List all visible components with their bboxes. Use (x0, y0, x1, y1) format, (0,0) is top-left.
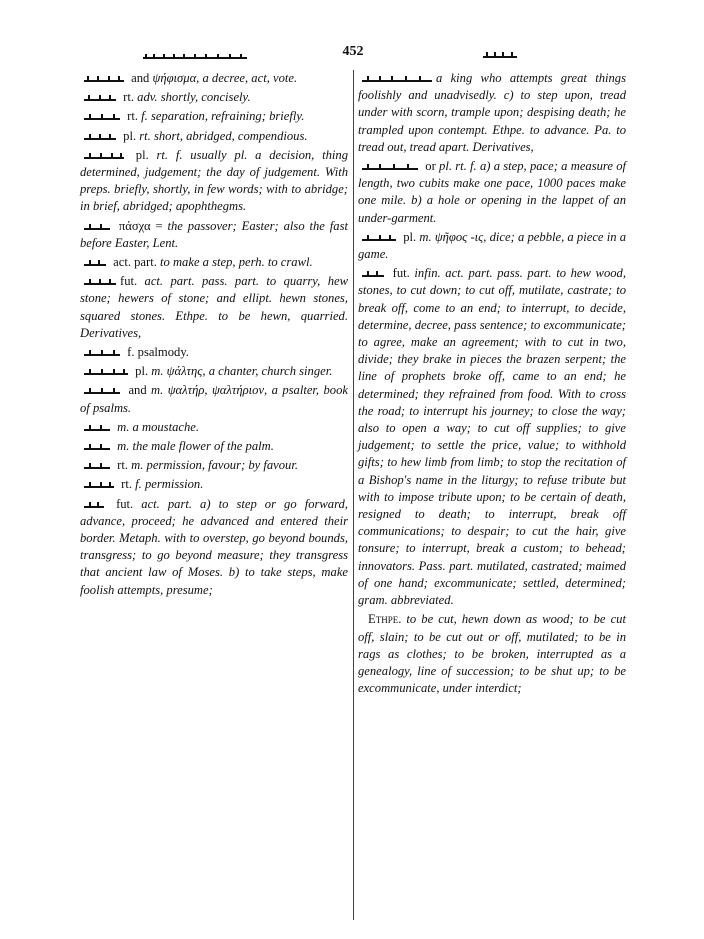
left-column (80, 70, 348, 601)
syriac-headword-icon (82, 258, 108, 268)
entry-advance: fut. act. part. a) to step or go forward, advance, proceed; he advanced and entered their border. Metaph. with to overstep, go beyond bounds, transgress; to go beyond measure; they transgress that ancient law of Moses. b) to take steps, make foolish attempts, presume; (80, 496, 348, 597)
right-column (358, 70, 626, 699)
entry-short: pl. rt. short, abridged, compendious. (80, 128, 348, 145)
entry-chanter: pl. m. ψάλτης, a chanter, church singer. (80, 363, 348, 380)
entry-decree: and ψήφισμα, a decree, act, vote. (80, 70, 348, 87)
syriac-headword-icon (82, 423, 112, 433)
syriac-headword-icon (82, 348, 122, 358)
syriac-headword-icon (82, 132, 118, 142)
entry-psalter: and m. ψαλτήρ, ψαλτήριον, a psalter, book of psalms. (80, 383, 348, 415)
syriac-headword-icon (82, 442, 112, 452)
left-running-headword (142, 48, 250, 57)
entry-king-attempts: a king who attempts great things foolishly and unadvisedly. c) to step upon, tread under with scorn, trample upon; despising death; he trampled upon contempt. Ethpe. to advance. Pa. to tread out, tread apart. Derivatives, (358, 71, 626, 154)
syriac-headword-icon (82, 480, 116, 490)
entry-shortly: rt. adv. shortly, concisely. (80, 89, 348, 106)
entry-ethpe: Ethpe. to be cut, hewn down as wood; to be cut off, slain; to be cut out or off, mutilated; to be in rags as clothes; to be broken, interrupted as a genealogy, line of succession; to be shut up; to be excommunicate, under interdict; (358, 612, 626, 696)
entry-dice: pl. m. ψῆφος -ις, dice; a pebble, a piece in a game. (358, 229, 626, 262)
entry-psalmody: f. psalmody. (80, 344, 348, 361)
syriac-headword-icon (82, 461, 112, 471)
entry-decision: pl. rt. f. usually pl. a decision, thing determined, judgement; the day of judgement. With preps. briefly, shortly, in few words; with to abridge; in brief, abridged; apophthegms. (80, 147, 349, 214)
syriac-headword-icon (82, 500, 106, 510)
syriac-headword-icon (82, 367, 130, 377)
page-number: 452 (342, 44, 364, 59)
entry-quarry: fut. act. part. pass. part. to quarry, hew stone; hewers of stone; and ellipt. hewn stones, squared stones. Ethpe. to be hewn, quarried. Derivatives, (80, 274, 348, 340)
entry-hew: fut. infin. act. part. pass. part. to hew wood, stones, to cut down; to cut off, mutilate, castrate; to break off, come to an end; to interrupt, to decide, determine, decree, pass sentence; to excommunicate; to agree, make an agreement; with to cut in two, divide; they brake in pieces the brazen serpent; the line of prophets broke off, came to an end; he determined; they refrained from food. With to cross the road; to interrupt his journey; to close the way; also to open a way; to cut off supplies; to give judgement; to settle the price, value; to withhold gifts; to hew limb from limb; to stop the recitation of a Bishop's name in the liturgy; to refuse tribute but with to impose tribute upon; to be certain of death, resigned to death; to interrupt, break off communications; to despair; to cut the hair, give tonsure; to interrupt, break a custom; to behead; innovators. Pass. part. mutilated, castrated; maimed of one hand; excommunicate; settled, determined; gram. abbreviated. (358, 266, 626, 608)
entry-pace: or pl. rt. f. a) a step, pace; a measure of length, two cubits make one pace, 1000 paces make one mile. b) a hole or opening in the lappet of an under-garment. (358, 159, 627, 225)
entry-permission-f: rt. f. permission. (80, 476, 348, 493)
syriac-headword-icon (82, 222, 112, 232)
syriac-headword-icon (82, 151, 126, 161)
entry-palm: m. the male flower of the palm. (80, 438, 348, 455)
syriac-headword-icon (82, 93, 118, 103)
entry-separation: rt. f. separation, refraining; briefly. (80, 108, 348, 125)
syriac-headword-icon (82, 112, 122, 122)
entry-moustache: m. a moustache. (80, 419, 348, 436)
entry-permission-m: rt. m. permission, favour; by favour. (80, 457, 348, 474)
column-divider (353, 70, 354, 920)
syriac-headword-icon (82, 277, 118, 287)
syriac-headword-icon (82, 386, 122, 396)
entry-step: act. part. to make a step, perh. to crawl. (80, 254, 348, 271)
syriac-phrase-icon (360, 74, 434, 84)
right-running-headword (482, 47, 518, 57)
syriac-headword-icon (360, 162, 420, 172)
running-header (0, 44, 704, 64)
syriac-headword-icon (360, 269, 386, 279)
syriac-headword-icon (82, 74, 126, 84)
syriac-headword-icon (360, 233, 398, 243)
entry-passover: πάσχα = the passover; Easter; also the fast before Easter, Lent. (80, 218, 348, 250)
